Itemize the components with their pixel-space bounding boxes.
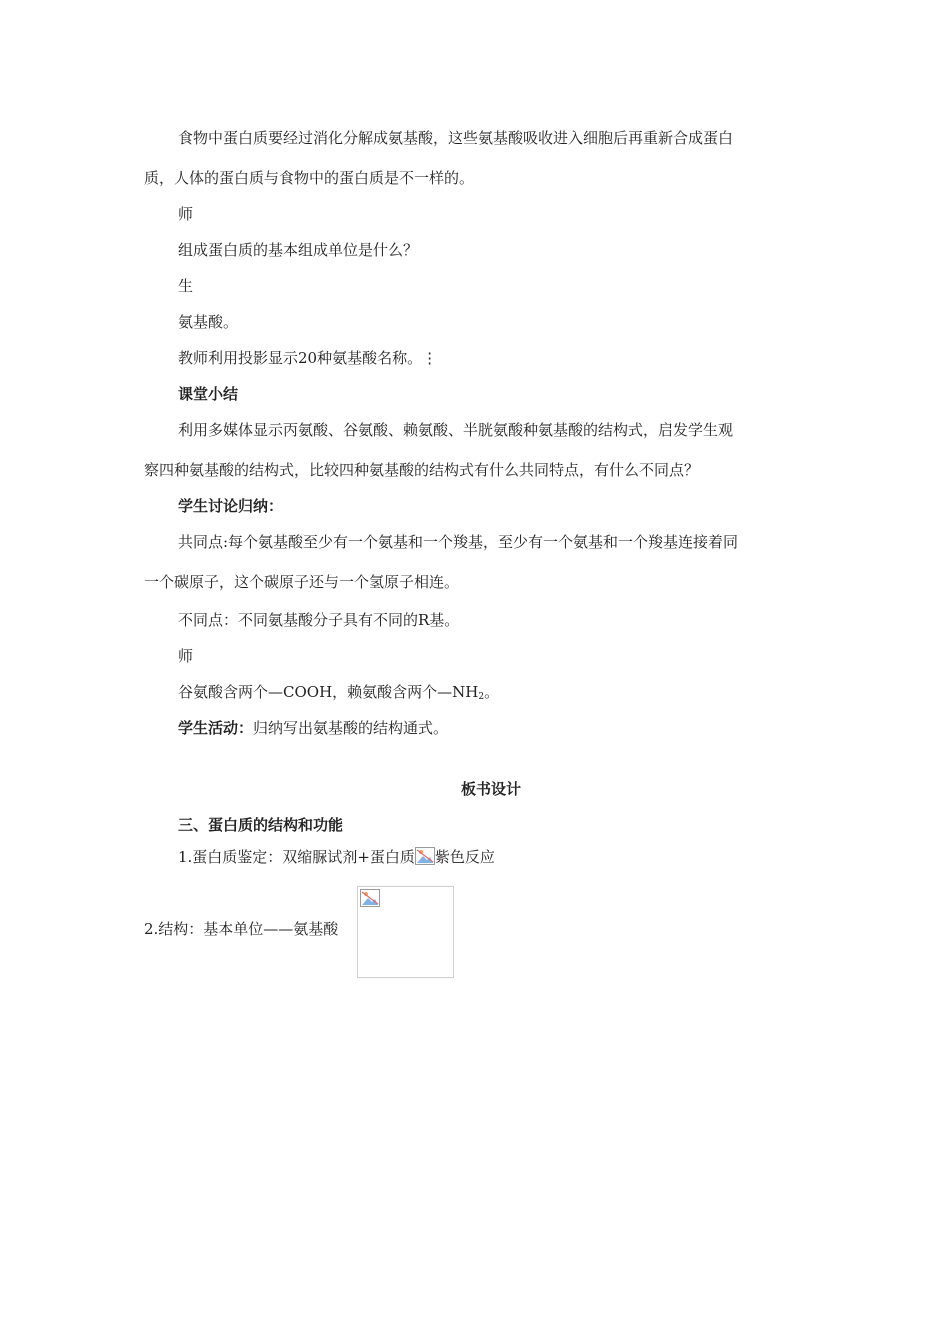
- formula-suffix: 。: [484, 683, 500, 701]
- difference-text: 不同点：不同氨基酸分子具有不同的R基。: [178, 611, 460, 629]
- discussion-heading: 学生讨论归纳：: [178, 497, 284, 515]
- summary-heading: 课堂小结: [178, 385, 239, 403]
- board-item-1: [178, 847, 495, 867]
- board-item-2: 2.结构：基本单位——氨基酸: [144, 920, 339, 938]
- paragraph-line: 质，人体的蛋白质与食物中的蛋白质是不一样的。: [144, 169, 475, 187]
- paragraph-line: 利用多媒体显示丙氨酸、谷氨酸、赖氨酸、半胱氨酸种氨基酸的结构式，启发学生观: [178, 421, 734, 439]
- formula-subscript: 2: [478, 692, 485, 702]
- formula-text: [178, 682, 499, 707]
- paragraph-line: 共同点:每个氨基酸至少有一个氨基和一个羧基，至少有一个氨基和一个羧基连接着同: [178, 533, 739, 551]
- speaker-student: 生: [178, 277, 194, 295]
- speaker-teacher: 师: [178, 647, 194, 665]
- formula-prefix: 谷氨酸含两个—COOH，赖氨酸含两个—NH: [178, 683, 479, 701]
- projection-text: 教师利用投影显示20种氨基酸名称。⋮: [178, 349, 438, 367]
- board-section-heading: 三、蛋白质的结构和功能: [178, 816, 344, 834]
- question-text: 组成蛋白质的基本组成单位是什么？: [178, 241, 419, 259]
- board-item-1-prefix: 1.蛋白质鉴定：双缩脲试剂+蛋白质: [178, 848, 415, 866]
- answer-text: 氨基酸。: [178, 313, 239, 331]
- activity-text: 归纳写出氨基酸的结构通式。: [253, 719, 449, 737]
- speaker-teacher: 师: [178, 205, 194, 223]
- paragraph-line: 一个碳原子，这个碳原子还与一个氢原子相连。: [144, 573, 460, 591]
- paragraph-line: 食物中蛋白质要经过消化分解成氨基酸，这些氨基酸吸收进入细胞后再重新合成蛋白: [178, 129, 734, 147]
- paragraph-line: 察四种氨基酸的结构式，比较四种氨基酸的结构式有什么共同特点，有什么不同点？: [144, 461, 700, 479]
- activity-line: [178, 718, 448, 738]
- board-item-1-suffix: 紫色反应: [434, 848, 495, 866]
- broken-image-icon: [415, 847, 435, 865]
- broken-image-icon: [360, 889, 380, 907]
- structure-image-placeholder: [357, 886, 454, 978]
- activity-label: 学生活动：: [178, 719, 254, 737]
- board-title: 板书设计: [460, 780, 521, 798]
